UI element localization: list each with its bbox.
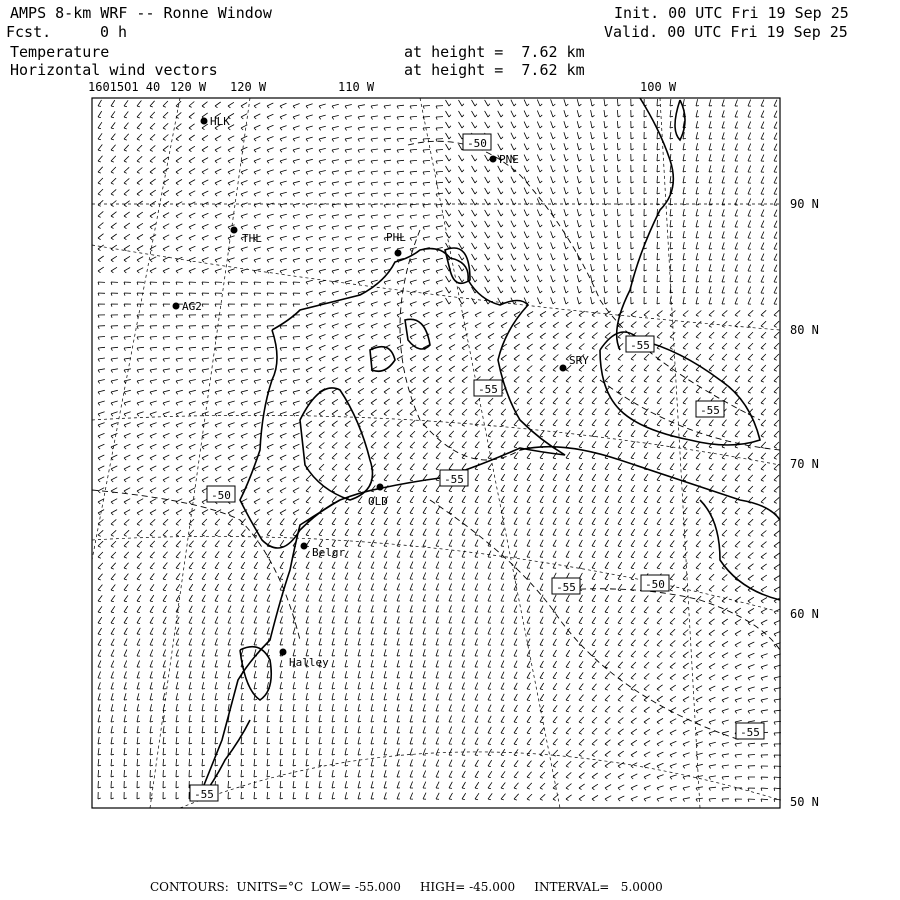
map-frame xyxy=(92,98,780,808)
field-wind: Horizontal wind vectors xyxy=(10,61,218,79)
station-marker-old xyxy=(377,484,384,491)
island xyxy=(405,319,430,349)
contour-label: -55 xyxy=(556,581,576,594)
lon-label-100w: 100 W xyxy=(640,80,677,94)
forecast-value: 0 h xyxy=(100,23,128,41)
contour-label: -55 xyxy=(700,404,720,417)
contour-label: -55 xyxy=(444,473,464,486)
contour-label: -50 xyxy=(645,578,665,591)
lon-line-110 xyxy=(420,98,560,808)
lat-line-50 xyxy=(180,752,780,808)
station-marker-halley xyxy=(280,649,287,656)
lon-line-120 xyxy=(150,98,250,808)
station-marker-sry xyxy=(560,365,567,372)
station-label-ag2: AG2 xyxy=(182,300,202,313)
station-label-halley: Halley xyxy=(289,656,329,669)
lon-label-110w: 110 W xyxy=(338,80,375,94)
station-marker-belgr xyxy=(301,543,308,550)
island xyxy=(445,248,470,283)
lon-line-130 xyxy=(92,98,180,560)
contour-line xyxy=(560,589,780,650)
station-marker-hlk xyxy=(201,118,208,125)
lon-label-120w: 120 W xyxy=(230,80,267,94)
station-marker-ag2 xyxy=(173,303,180,310)
lon-label-cluster: 16015O1 40 xyxy=(88,80,161,94)
field-temperature-level: at height = 7.62 km xyxy=(404,43,585,61)
lon-line-100 xyxy=(660,98,700,808)
station-label-belgr: Belgr xyxy=(312,546,346,559)
valid-time: Valid. 00 UTC Fri 19 Sep 25 xyxy=(604,23,848,41)
lat-label-90n: 90 N xyxy=(790,197,819,211)
lon-label-130w: 120 W xyxy=(170,80,207,94)
peninsula-coast xyxy=(520,447,780,520)
station-label-pne: PNE xyxy=(499,153,519,166)
station-label-thl: THL xyxy=(242,232,262,245)
graticule xyxy=(92,98,780,808)
station-label-sry: SRY xyxy=(569,354,589,367)
ice-shelf-edge xyxy=(240,330,340,548)
field-wind-level: at height = 7.62 km xyxy=(404,61,585,79)
contour-label: -55 xyxy=(478,383,498,396)
peninsula-tip xyxy=(700,500,780,600)
lat-label-80n: 80 N xyxy=(790,323,819,337)
alexander-island xyxy=(600,332,760,445)
station-label-hlk: HLK xyxy=(210,115,230,128)
station-marker-thl xyxy=(231,227,238,234)
station-label-phl: PHL xyxy=(386,231,406,244)
forecast-label: Fcst. xyxy=(6,23,52,41)
station-marker-phl xyxy=(395,250,402,257)
stations-layer xyxy=(173,115,590,669)
map-title: AMPS 8-km WRF -- Ronne Window xyxy=(10,4,272,22)
contour-footer: CONTOURS: UNITS=°C LOW= -55.000 HIGH= -45.000 INTERVAL= 5.0000 xyxy=(150,880,663,894)
contour-label: -55 xyxy=(740,726,760,739)
init-time: Init. 00 UTC Fri 19 Sep 25 xyxy=(614,4,849,22)
contour-label: -50 xyxy=(467,137,487,150)
station-label-old: OLD xyxy=(368,495,388,508)
lat-label-70n: 70 N xyxy=(790,457,819,471)
temperature-contours xyxy=(92,141,780,740)
contour-label: -55 xyxy=(194,788,214,801)
contour-label: -55 xyxy=(630,339,650,352)
contour-label: -50 xyxy=(211,489,231,502)
station-marker-pne xyxy=(490,156,497,163)
island xyxy=(370,347,395,372)
field-temperature: Temperature xyxy=(10,43,110,61)
ellsworth-coast xyxy=(617,98,674,350)
lat-label-60n: 60 N xyxy=(790,607,819,621)
contour-labels-layer xyxy=(190,134,764,801)
lat-label-50n: 50 N xyxy=(790,795,819,809)
